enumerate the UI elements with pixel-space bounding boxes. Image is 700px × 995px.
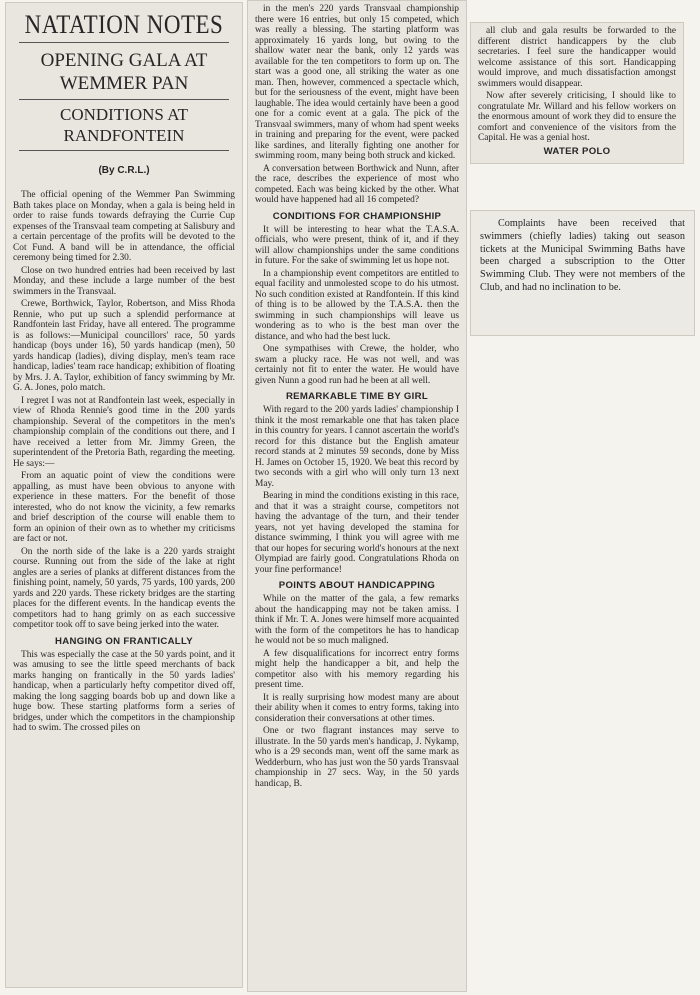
paragraph: in the men's 220 yards Transvaal championship there were 16 entries, but only 15 competed, which was really a blessing. The starting platform was approximately 16 yards long, but owing to the shallow water near the bank, only 12 yards was available for the ten competitors to form up on. The start was a good one, all striking the water as one man. Then, however, commenced a spectacle which, but for the seriousness of the event, might have been laughable. The idea would certainly have been a good one for a comic event at a gala. The pick of the Transvaal swimmers, many of whom had spent weeks in training and preparing for the event, were packed like sardines, and literally fighting one another for swimming room, many being both struck and kicked. <box>255 4 459 161</box>
clipping-column-3 <box>470 22 684 164</box>
paragraph: This was especially the case at the 50 yards point, and it was amusing to see the little speed merchants of back marks hanging on frantically in the 50 yards ladies' handicap, when a particularly hefty competitor dived off, making the long sagging boards bob up and down like a huge bow. These starting platforms form a series of bridges, under which the competitors in the championship had to swim. The crossed piles on <box>13 649 235 733</box>
paragraph: In a championship event competitors are entitled to equal facility and unmolested scope to do his utmost. No such condition existed at Randfontein. If this kind of thing is to be allowed by the T.A.S.A. then the swimming in such championships will leave us wondering as to who is the best man over the distance, and who had the best luck. <box>255 268 459 342</box>
section-heading-cut: WATER POLO <box>543 145 611 157</box>
paragraph: The official opening of the Wemmer Pan Swimming Bath takes place on Monday, when a gala is being held in order to raise funds towards defraying the Currie Cup expenses of the Transvaal team competing at Salisbury and a certain percentage of the profits will be devoted to the Cot Fund. A band will be in attendance, the official ceremony being timed for 2.30. <box>13 190 235 263</box>
clipping-column-2 <box>247 0 467 992</box>
headline: NATATION NOTES <box>24 10 224 39</box>
article-title: OPENING GALA AT WEMMER PAN <box>40 50 208 94</box>
paragraph: I regret I was not at Randfontein last week, especially in view of Rhoda Rennie's good time in the 200 yards championship. Several of the competitors in the men's championship complain of the conditions out there, and I have received a letter from Mr. Jimmy Green, the superintendent of the Pretoria Bath, regarding the meeting. He says:— <box>13 395 235 469</box>
paragraph: Crewe, Borthwick, Taylor, Robertson, and Miss Rhoda Rennie, who put up such a splendid performance at Randfontein last Friday, have all entered. The programme is as follows:—Municipal councillors' race, 50 yards handicap (boys under 16), 50 yards handicap (men), 50 yards handicap (ladies), diving display, men's team race handicap, ladies' team race handicap; exhibition of floating by Mrs. J. A. Taylor, exhibition of fancy swimming by Mr. G. A. Jones, polo match. <box>13 299 235 393</box>
notice-text: Complaints have been received that swimmers (chiefly ladies) taking out season tickets at the Municipal Swimming Baths have been charged a subscription to the Otter Swimming Club. They were not members of the Club, and had no inclination to be. <box>480 218 685 293</box>
divider <box>19 150 229 151</box>
paragraph: While on the matter of the gala, a few remarks about the handicapping may not be taken amiss. I think if Mr. T. A. Jones were himself more acquainted with the form of the competitors he has to handicap he would not be so much maligned. <box>255 594 459 646</box>
paragraph: With regard to the 200 yards ladies' championship I think it the most remarkable one that has taken place in this country for years. I cannot ascertain the world's record for this distance but the English amateur record stands at 2 minutes 59 seconds, done by Miss H. James on October 15, 1920. We beat this record by two seconds with a girl who will only turn 13 next May. <box>255 405 459 489</box>
article-subtitle: CONDITIONS AT RANDFONTEIN <box>60 105 188 145</box>
section-heading: POINTS ABOUT HANDICAPPING <box>278 580 436 591</box>
section-heading: REMARKABLE TIME BY GIRL <box>285 391 429 402</box>
article-body <box>255 405 459 575</box>
paragraph: Now after severely criticising, I should like to congratulate Mr. Willard and his fellow workers on the enormous amount of work they did to ensure the comfort and convenience of the visitors from the Capital. He was a genial host. <box>478 91 676 143</box>
paragraph: A conversation between Borthwick and Nunn, after the race, describes the experience of most who competed. Each was being kicked by the other. What would have happened had all 16 competed? <box>255 163 459 205</box>
paragraph: all club and gala results be forwarded to the different district handicappers by the club secretaries. I feel sure the handicapper would welcome assistance of this sort. Handicapping would improve, and much dissatisfaction amongst swimmers would disappear. <box>478 26 676 89</box>
clipping-column-1 <box>5 2 243 988</box>
paragraph: Close on two hundred entries had been received by last Monday, and these include a large number of the best swimmers in the Transvaal. <box>13 265 235 297</box>
paragraph: A few disqualifications for incorrect entry forms might help the handicapper a bit, and help the competitor also with his memory regarding his present time. <box>255 648 459 690</box>
paragraph: On the north side of the lake is a 220 yards straight course. Running out from the side of the lake at right angles are a series of planks at different distances from the finishing point, namely, 50 yards, 75 yards, 100 yards, 200 yards and 220 yards. These rickety bridges are the starting places for the different events. In the handicap events the competitors had to hang grimly on as each successive competitor took off to save being jerked into the water. <box>13 546 235 630</box>
byline: (By C.R.L.) <box>98 165 150 176</box>
paragraph: Bearing in mind the conditions existing in this race, and that it was a straight course, competitors not having the advantage of the turn, and their tender years, not yet having developed the stamina for distance swimming, I think you will agree with me that our hopes for securing world's honours at the next Olympiad are fairly good. Congratulations Rhoda on your fine performance! <box>255 491 459 575</box>
divider <box>19 99 229 100</box>
article-body <box>13 650 235 734</box>
paragraph: One or two flagrant instances may serve to illustrate. In the 50 yards men's handicap, J. Nykamp, who is a 29 seconds man, went off the same mark as Wedderburn, who has just won the 50 yards Transvaal championship in 27 secs. Way, in the 50 yards handicap, B. <box>255 726 459 789</box>
section-heading: CONDITIONS FOR CHAMPIONSHIP <box>272 210 442 222</box>
section-heading: HANGING ON FRANTICALLY <box>55 635 193 647</box>
article-body <box>13 190 235 631</box>
article-body <box>255 225 459 387</box>
article-body <box>255 594 459 789</box>
paragraph: It will be interesting to hear what the T.A.S.A. officials, who were present, think of it, and if they will allow championships under the same conditions in future. For the sake of swimming let us hope not. <box>255 224 459 266</box>
paragraph: It is really surprising how modest many are about their ability when it comes to entry forms, taking into consideration their conversations at other times. <box>255 692 459 724</box>
divider <box>19 42 229 43</box>
paragraph: One sympathises with Crewe, the holder, who swam a plucky race. He was not well, and was certainly not fit to enter the water. He would have given Nunn a good run had he been at all well. <box>255 344 459 386</box>
paragraph: From an aquatic point of view the conditions were appalling, as must have been obvious to anyone with experience in these matters. For the benefit of those interested, who do not know the vicinity, a few remarks and brief description of the course will enable them to form an opinion of their own as to whether my criticisms are fact or not. <box>13 471 235 544</box>
article-body <box>478 26 676 144</box>
clipping-notice <box>470 210 695 336</box>
article-body <box>255 4 459 206</box>
